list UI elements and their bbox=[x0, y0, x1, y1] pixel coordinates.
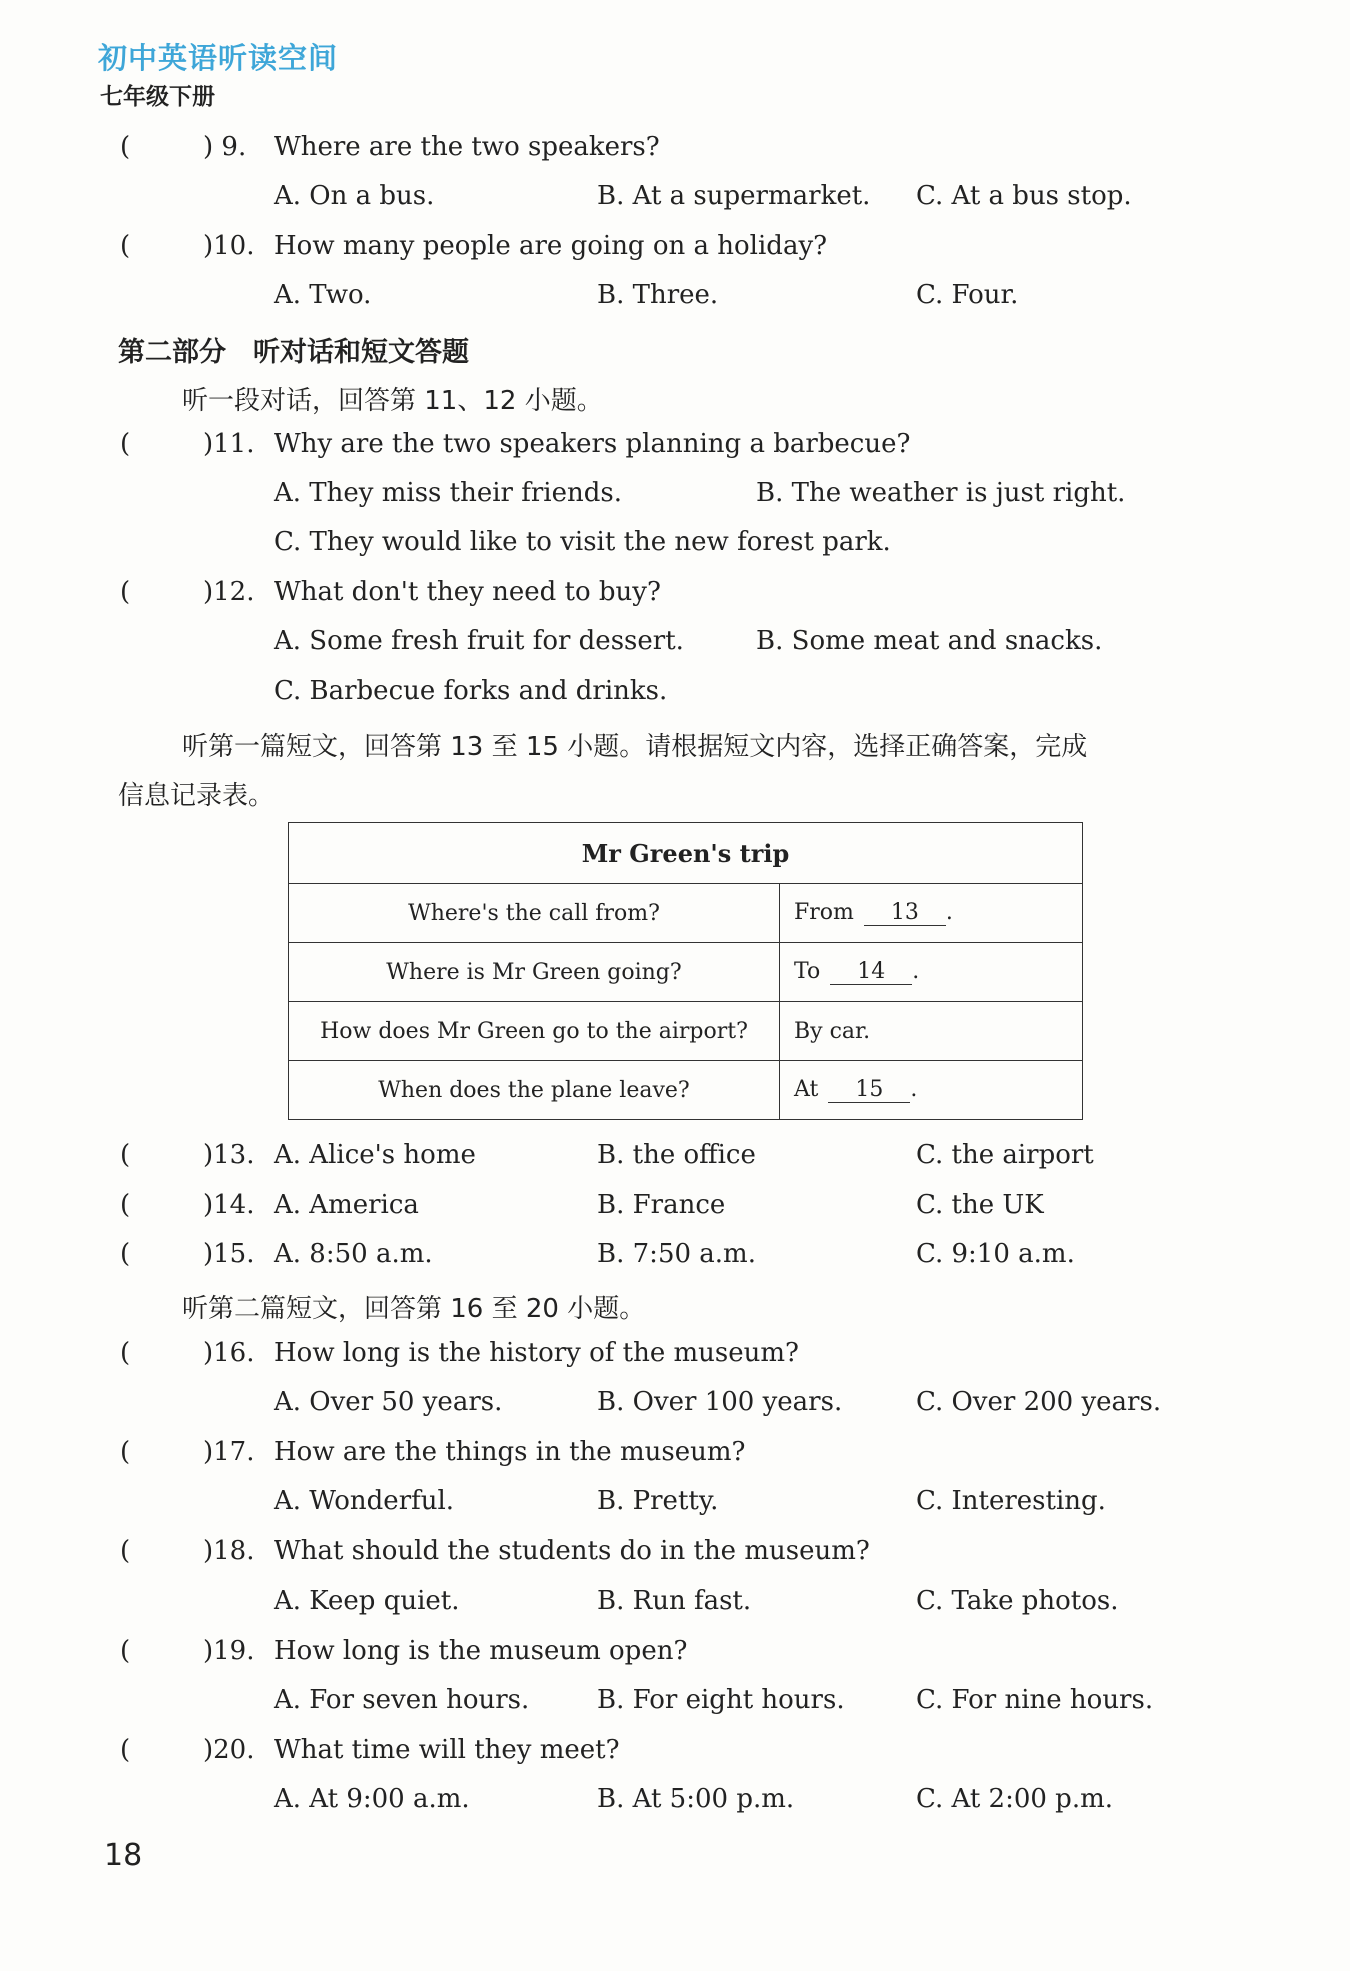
answer-blank[interactable]: 15 bbox=[828, 1078, 910, 1103]
option-b[interactable]: B. The weather is just right. bbox=[756, 478, 1126, 508]
answer-paren[interactable]: ( bbox=[120, 132, 131, 162]
section-heading: 第二部分 听对话和短文答题 bbox=[118, 337, 469, 368]
answer-paren[interactable]: ( bbox=[120, 1239, 131, 1269]
question-number: )17. bbox=[203, 1437, 255, 1467]
answer-paren[interactable]: ( bbox=[120, 1536, 131, 1566]
grade-label: 七年级下册 bbox=[100, 84, 215, 110]
option-c[interactable]: C. Four. bbox=[916, 280, 1019, 310]
option-b[interactable]: B. Run fast. bbox=[597, 1586, 752, 1616]
question-number: )13. bbox=[203, 1140, 255, 1170]
option-b[interactable]: B. At 5:00 p.m. bbox=[597, 1784, 795, 1814]
answer-suffix: . bbox=[912, 959, 920, 984]
instruction-text: 听第二篇短文，回答第 16 至 20 小题。 bbox=[182, 1294, 646, 1324]
table-question: Where is Mr Green going? bbox=[289, 943, 780, 1002]
answer-paren[interactable]: ( bbox=[120, 1636, 131, 1666]
answer-paren[interactable]: ( bbox=[120, 1735, 131, 1765]
table-question: How does Mr Green go to the airport? bbox=[289, 1002, 780, 1061]
option-b[interactable]: B. Three. bbox=[597, 280, 719, 310]
question-number: )15. bbox=[203, 1239, 255, 1269]
option-b[interactable]: B. At a supermarket. bbox=[597, 181, 871, 211]
option-a[interactable]: A. Over 50 years. bbox=[274, 1387, 503, 1417]
question-number: )16. bbox=[203, 1338, 255, 1368]
option-a[interactable]: A. For seven hours. bbox=[274, 1685, 530, 1715]
option-b[interactable]: B. France bbox=[597, 1190, 726, 1220]
answer-paren[interactable]: ( bbox=[120, 577, 131, 607]
answer-paren[interactable]: ( bbox=[120, 1338, 131, 1368]
answer-paren[interactable]: ( bbox=[120, 429, 131, 459]
table-row bbox=[289, 1002, 1083, 1061]
option-c[interactable]: C. For nine hours. bbox=[916, 1685, 1154, 1715]
page-number: 18 bbox=[104, 1838, 143, 1873]
option-a[interactable]: A. Keep quiet. bbox=[274, 1586, 460, 1616]
question-text: Where are the two speakers? bbox=[274, 132, 660, 162]
option-b[interactable]: B. Some meat and snacks. bbox=[756, 626, 1103, 656]
option-a[interactable]: A. Some fresh fruit for dessert. bbox=[274, 626, 684, 656]
answer-blank[interactable]: 14 bbox=[830, 960, 912, 985]
instruction-text: 信息记录表。 bbox=[118, 781, 275, 811]
trip-info-table bbox=[288, 822, 1083, 1120]
option-a[interactable]: A. On a bus. bbox=[274, 181, 435, 211]
option-b[interactable]: B. the office bbox=[597, 1140, 756, 1170]
answer-paren[interactable]: ( bbox=[120, 1140, 131, 1170]
question-number: ) 9. bbox=[203, 132, 247, 162]
answer-paren[interactable]: ( bbox=[120, 1437, 131, 1467]
answer-paren[interactable]: ( bbox=[120, 1190, 131, 1220]
option-c[interactable]: C. Take photos. bbox=[916, 1586, 1119, 1616]
option-b[interactable]: B. 7:50 a.m. bbox=[597, 1239, 756, 1269]
series-title: 初中英语听读空间 bbox=[98, 41, 339, 75]
table-answer bbox=[780, 1061, 1083, 1120]
option-c[interactable]: C. They would like to visit the new forest park. bbox=[274, 527, 891, 557]
instruction-text: 听第一篇短文，回答第 13 至 15 小题。请根据短文内容，选择正确答案，完成 bbox=[182, 732, 1088, 762]
option-c[interactable]: C. Interesting. bbox=[916, 1486, 1106, 1516]
option-c[interactable]: C. Barbecue forks and drinks. bbox=[274, 676, 668, 706]
option-c[interactable]: C. At 2:00 p.m. bbox=[916, 1784, 1114, 1814]
answer-prefix: To bbox=[794, 959, 821, 984]
question-number: )10. bbox=[203, 231, 255, 261]
table-answer bbox=[780, 884, 1083, 943]
instruction-text: 听一段对话，回答第 11、12 小题。 bbox=[182, 386, 603, 416]
table-answer: By car. bbox=[780, 1002, 1083, 1061]
question-number: )12. bbox=[203, 577, 255, 607]
option-a[interactable]: A. Two. bbox=[274, 280, 372, 310]
table-answer bbox=[780, 943, 1083, 1002]
question-text: What don't they need to buy? bbox=[274, 577, 661, 607]
answer-prefix: At bbox=[794, 1077, 819, 1102]
option-c[interactable]: C. the UK bbox=[916, 1190, 1044, 1220]
question-text: How long is the history of the museum? bbox=[274, 1338, 799, 1368]
question-text: Why are the two speakers planning a barbecue? bbox=[274, 429, 911, 459]
question-text: What time will they meet? bbox=[274, 1735, 620, 1765]
table-row bbox=[289, 884, 1083, 943]
option-a[interactable]: A. 8:50 a.m. bbox=[274, 1239, 433, 1269]
table-question: When does the plane leave? bbox=[289, 1061, 780, 1120]
option-c[interactable]: C. Over 200 years. bbox=[916, 1387, 1162, 1417]
answer-blank[interactable]: 13 bbox=[864, 901, 946, 926]
question-number: )19. bbox=[203, 1636, 255, 1666]
table-row bbox=[289, 1061, 1083, 1120]
table-row bbox=[289, 943, 1083, 1002]
question-text: What should the students do in the museum? bbox=[274, 1536, 870, 1566]
option-c[interactable]: C. 9:10 a.m. bbox=[916, 1239, 1075, 1269]
option-a[interactable]: A. They miss their friends. bbox=[274, 478, 622, 508]
table-title: Mr Green's trip bbox=[289, 823, 1083, 884]
option-b[interactable]: B. For eight hours. bbox=[597, 1685, 845, 1715]
option-c[interactable]: C. the airport bbox=[916, 1140, 1094, 1170]
option-a[interactable]: A. Alice's home bbox=[274, 1140, 476, 1170]
option-a[interactable]: A. Wonderful. bbox=[274, 1486, 455, 1516]
question-number: )11. bbox=[203, 429, 255, 459]
table-question: Where's the call from? bbox=[289, 884, 780, 943]
question-number: )14. bbox=[203, 1190, 255, 1220]
question-text: How many people are going on a holiday? bbox=[274, 231, 828, 261]
answer-suffix: . bbox=[945, 900, 953, 925]
question-text: How long is the museum open? bbox=[274, 1636, 688, 1666]
option-c[interactable]: C. At a bus stop. bbox=[916, 181, 1132, 211]
answer-suffix: . bbox=[910, 1077, 918, 1102]
question-number: )20. bbox=[203, 1735, 255, 1765]
option-b[interactable]: B. Pretty. bbox=[597, 1486, 719, 1516]
question-text: How are the things in the museum? bbox=[274, 1437, 746, 1467]
option-b[interactable]: B. Over 100 years. bbox=[597, 1387, 843, 1417]
question-number: )18. bbox=[203, 1536, 255, 1566]
option-a[interactable]: A. America bbox=[274, 1190, 419, 1220]
answer-paren[interactable]: ( bbox=[120, 231, 131, 261]
option-a[interactable]: A. At 9:00 a.m. bbox=[274, 1784, 470, 1814]
answer-prefix: From bbox=[794, 900, 854, 925]
